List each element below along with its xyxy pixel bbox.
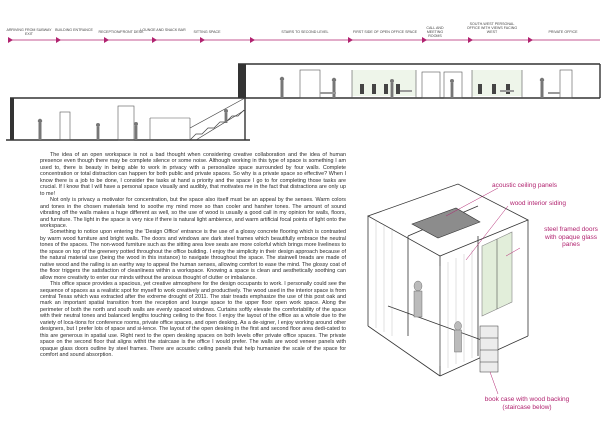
essay-paragraph-4: This office space provides a spacious, yet creative atmosphere for the design occupants to work. I personally could see the sequence of spaces as a realistic spot for myself to work creatively and productively. The wood used in the interior space is from central Texas which was extracted after the extreme drought of 2011. The stair treads emphasize the use of this post oak and mark an important spatial transition from the reception and lounge space to the upper floor open work space. Along the perimeter of both the north and south walls are evenly spaced windows. Curtains softly elevate the comfortability of the space with their neutral tones and balanced lengths touching ceiling to the floor. I enjoy the layout of the office as a whole due to the variety of loca-tions for conference rooms, private office spaces, and open desking. As a de-signer, I enjoy working around other designers, but I prefer lots of space and si-lence. The layout of the open desking in the first and second floor area dedi-cated to this are generous in spatial use. Right next to the open desking spaces on both levels offer private office spaces. The private space on the second floor that aligns withit the staircase is the office I would prefer. The walls are wood veneer panels with opaque glass doors outline by steel frames. There are acoustic ceiling panels that help humanize the scale of the space for comfort and sound absorption. — [40, 281, 346, 359]
essay-paragraph-3: Something to notice upon entering the 'Design Office' entrance is the use of a glossy concrete flooring which is contrasted by warm wood furniture and bright walls. The doors and windows are dark steel frames which beautifully embrace the neutral tones of the spaces. The non-wood furniture such as the sitting area love seats are more colorful which brings more liveliness to the space on top of the greenery potted throughout the office building. I enjoy the simplicity in their design approach because of the natural material use (being the wood in this instance) to navigate throughout the space. The stairwell treads are made of native wood and the railing is an earthy way to appeal the human senses, allowing comfort to ease the mind. The glossy coat of the floor triggers the satisfaction of cleanliness within a workspace. Knowing a space is clean and aesthetically soothing can allow more creativity to enter our minds without the anxious thought of clutter or imbalance. — [40, 229, 346, 281]
axo-svg — [348, 176, 538, 422]
bookcase-shape — [480, 326, 498, 372]
essay-paragraph-1: The idea of an open workspace is not a bad thought when considering creative collaboration and the idea of human presence even though there may be complete silence or some noise. Although working in this type of space is something I am used to, there is beauty in being able to work in privacy with a personalize space surrounded by four walls. Complete concentration or total distraction can happen for both public and private spaces. So why is a private space so effective? When I know there is a job to be done, I consider the tasks at hand a priority and the space I go to for completing those tasks are crucial. If I know that I will have a personal space visually and audibly, that motivates me in the fact that distractions are only up to me! — [40, 152, 346, 197]
annotation-wood-siding: wood interior siding — [510, 200, 567, 207]
section-figures — [38, 77, 544, 140]
timeline-label-open-office: FIRST SIDE OF OPEN OFFICE SPACE — [353, 30, 417, 34]
timeline-label-entrance: BUILDING ENTRANCE — [55, 28, 93, 32]
building-section-drawing — [0, 40, 609, 152]
timeline-label-call-rooms: CALL AND MEETING ROOMS — [426, 26, 444, 38]
acoustic-panel-shape — [412, 208, 480, 238]
timeline-label-sw-office: SOUTH-WEST PERSONAL OFFICE WITH VIEWS FACING WEST — [466, 22, 518, 34]
essay-paragraph-2: Not only is privacy a motivator for concentration, but the space also itself must be an appeal by the senses. Warm colors and tones in the chosen materials tend to soothe my mind more so than cooler and harsher tones. The amount of sound vibrating off the walls makes a huge different as well, so the use of wood is usually a good call in my opinion for walls, floors, and furniture. The light in the space is very nice if there is natural light ambience, and warm artificial focal points of light onto the workspace. — [40, 197, 346, 229]
private-office-axonometric — [348, 176, 538, 422]
essay-text — [40, 152, 346, 424]
timeline-label-subway: ARRIVING FROM SUBWAY EXIT — [6, 28, 52, 36]
timeline-label-sitting: SITTING SPACE — [193, 30, 221, 34]
timeline-label-stairs: STAIRS TO SECOND LEVEL — [281, 30, 329, 34]
annotation-bookcase: book case with wood backing (staircase below) — [484, 396, 570, 411]
timeline-label-reception: RECEPTION/FRONT DESK — [98, 30, 144, 34]
timeline-label-lounge: LOUNGE AND SNACK BAR — [140, 28, 186, 32]
annotation-acoustic-panels: acoustic ceiling panels — [492, 182, 558, 189]
timeline-label-private-office: PRIVATE OFFICE — [548, 30, 578, 34]
annotation-steel-doors: steel framed doors with opaque glass panes — [544, 226, 598, 248]
section-svg — [0, 40, 609, 152]
